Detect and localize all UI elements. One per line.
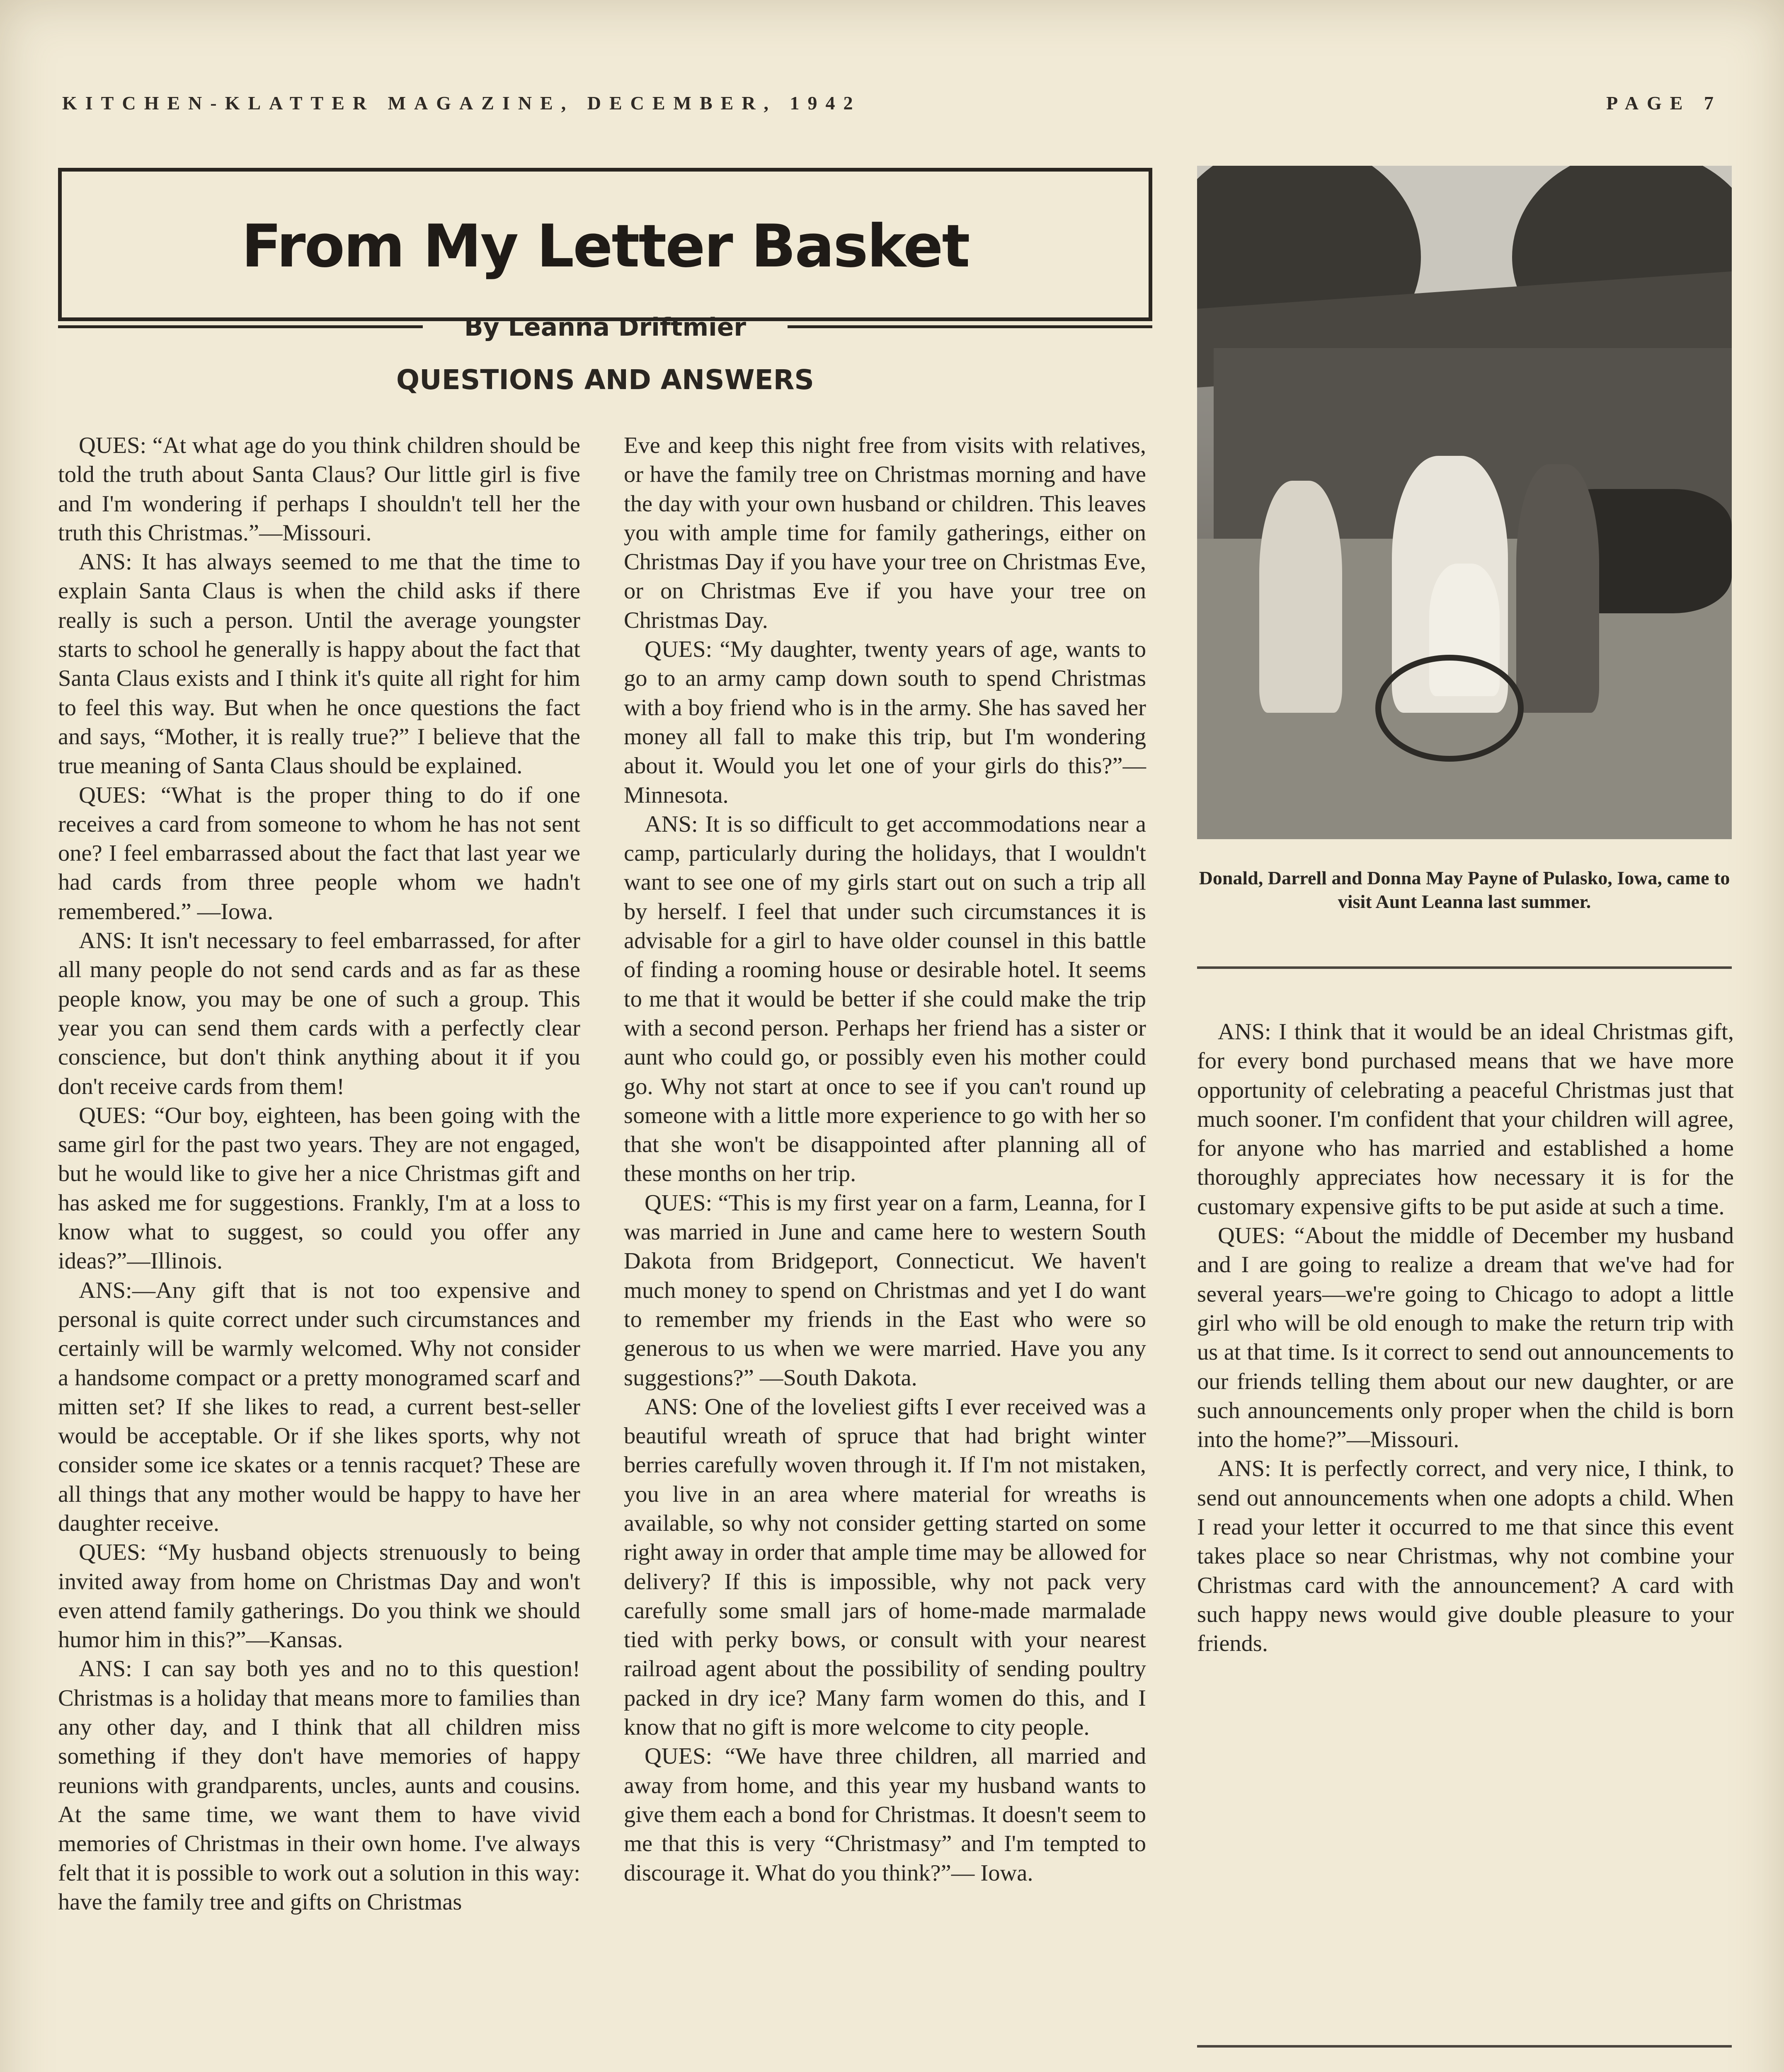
family-photo	[1197, 166, 1732, 839]
title-box	[58, 168, 1152, 321]
paragraph: QUES: “My husband objects strenuously to being invited away from home on Christmas Day and won't even attend family gatherings. Do you think we should humor him in this?”—Kansas.	[58, 1539, 580, 1653]
paragraph: QUES: “What is the proper thing to do if one receives a card from someone to whom he has not sent one? I feel embarrassed about the fact that last year we had cards from three people whom we hadn't remembered.” —Iowa.	[58, 782, 580, 925]
paragraph: QUES: “My daughter, twenty years of age, wants to go to an army camp down south to spend Christmas with a boy friend who is in the army. She has saved her money all fall to make this trip, but I'm wondering about it. Would you let one of your girls do this?”—Minnesota.	[624, 637, 1146, 808]
running-head	[62, 92, 1722, 121]
running-title: KITCHEN-KLATTER MAGAZINE, DECEMBER, 1942	[62, 92, 861, 114]
section-heading: QUESTIONS AND ANSWERS	[396, 364, 814, 396]
paragraph: QUES: “This is my first year on a farm, Leanna, for I was married in June and came here to western South Dakota from Bridgeport, Connecticut. We haven't much money to spend on Christmas and yet I do want to remember my friends in the East who were so generous to us when we were married. Have you any suggestions?” —South Dakota.	[624, 1190, 1146, 1391]
byline: By Leanna Driftmier	[464, 313, 747, 342]
photo-wheelchair	[1375, 655, 1524, 762]
paragraph: QUES: “We have three children, all married and away from home, and this year my husband wants to give them each a bond for Christmas. It doesn't seem to me that this is very “Christmasy” and I'm tempted to discourage it. What do you think?”— Iowa.	[624, 1743, 1146, 1886]
paragraph: ANS:—Any gift that is not too expensive and personal is quite correct under such circumstances and certainly will be warmly welcomed. Why not consider a handsome compact or a pretty monogramed scarf and mitten set? If she likes to read, a current best-seller would be acceptable. Or if she likes sports, why not consider some ice skates or a tennis racquet? These are all things that any mother would be happy to have her daughter receive.	[58, 1277, 580, 1536]
photo-person	[1516, 464, 1599, 713]
paragraph: ANS: I can say both yes and no to this question! Christmas is a holiday that means more to families than any other day, and I think that all children miss something if they don't have memories of happy reunions with grandparents, uncles, aunts and cousins. At the same time, we want them to have vivid memories of Christmas in their own home. I've always felt that it is possible to work out a solution in this way: have the family tree and gifts on Christmas	[58, 1656, 580, 1915]
paragraph: QUES: “About the middle of December my husband and I are going to realize a dream that we've had for several years—we're going to Chicago to adopt a little girl who will be old enough to make the return trip with us at that time. Is it correct to send out announcements to our friends telling them about our new daughter, or are such announcements only proper when the child is born into the home?”—Missouri.	[1197, 1223, 1734, 1453]
paragraph: ANS: It is so difficult to get accommodations near a camp, particularly during the holidays, that I wouldn't want to see one of my girls start out on such a trip all by herself. I feel that under such circumstances it is advisable for a girl to have older counsel in this battle of finding a rooming house or desirable hotel. It seems to me that it would be better if she could make the trip with a second person. Perhaps her friend has a sister or aunt who could go, or possibly even his mother could go. Why not start at once to see if you can't round up someone with a little more experience to go with her so that she won't be disappointed after planning all of these months on her trip.	[624, 811, 1146, 1187]
paragraph: QUES: “Our boy, eighteen, has been going with the same girl for the past two years. They are not engaged, but he would like to give her a nice Christmas gift and has asked me for suggestions. Frankly, I'm at a loss to know what to suggest, so could you offer any ideas?”—Illinois.	[58, 1102, 580, 1274]
photo-person	[1259, 481, 1342, 713]
article-column-1	[58, 431, 580, 1917]
photo-caption: Donald, Darrell and Donna May Payne of Pulasko, Iowa, came to visit Aunt Leanna last summer.	[1199, 867, 1730, 912]
paragraph: Eve and keep this night free from visits with relatives, or have the family tree on Christmas morning and have the day with your own husband or children. This leaves you with ample time for family gatherings, either on Christmas Day if you have your tree on Christmas Eve, or on Christmas Eve if you have your tree on Christmas Day.	[624, 433, 1146, 633]
caption-divider	[1197, 966, 1732, 969]
ad-divider	[1197, 2045, 1732, 2048]
byline-rule-right	[788, 325, 1152, 328]
article-column-3	[1197, 1017, 1734, 1658]
paragraph: ANS: It isn't necessary to feel embarrassed, for after all many people do not send cards and as far as these people know, you may be one of such a group. This year you can send them cards with a perfectly clear conscience, but don't think anything about it if you don't receive cards from them!	[58, 928, 580, 1099]
paragraph: ANS: It has always seemed to me that the time to explain Santa Claus is when the child asks if there really is such a person. Until the average youngster starts to school he generally is happy about the fact that Santa Claus exists and I think it's quite all right for him to feel this way. But when he once questions the fact and says, “Mother, it is really true?” I believe that the true meaning of Santa Claus should be explained.	[58, 549, 580, 779]
byline-row	[58, 313, 1152, 342]
article-column-2	[624, 431, 1146, 1888]
paragraph: ANS: It is perfectly correct, and very nice, I think, to send out announcements when one adopts a child. When I read your letter it occurred to me that since this event takes place so near Christmas, why not combine your Christmas card with the announcement? A card with such happy news would give double pleasure to your friends.	[1197, 1456, 1734, 1657]
article-title: From My Letter Basket	[241, 212, 969, 281]
paragraph: QUES: “At what age do you think children should be told the truth about Santa Claus? Our little girl is five and I'm wondering if perhaps I shouldn't tell her the truth this Christmas.”—Missouri.	[58, 433, 580, 546]
paragraph: ANS: I think that it would be an ideal Christmas gift, for every bond purchased means that we have more opportunity of celebrating a peaceful Christmas just that much sooner. I'm confident that your children will agree, for anyone who has married and established a home thoroughly appreciates how necessary it is for the customary expensive gifts to be put aside at such a time.	[1197, 1019, 1734, 1220]
paragraph: ANS: One of the loveliest gifts I ever received was a beautiful wreath of spruce that had bright winter berries carefully woven through it. If I'm not mistaken, you live in an area where material for wreaths is available, so why not consider getting started on some right away in order that ample time may be allowed for delivery? If this is impossible, why not pack very carefully some small jars of home-made marmalade tied with perky bows, or consult with your nearest railroad agent about the possibility of sending poultry packed in dry ice? Many farm women do this, and I know that no gift is more welcome to city people.	[624, 1394, 1146, 1740]
page-number: PAGE 7	[1606, 92, 1722, 114]
